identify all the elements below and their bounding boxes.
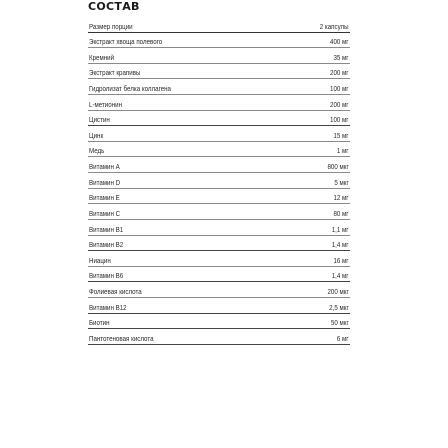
ingredient-amount: 800 мкг — [327, 162, 349, 172]
ingredient-amount: 1,4 мг — [332, 271, 349, 281]
table-row — [88, 64, 350, 80]
ingredient-name: Фолиевая кислота — [89, 286, 142, 296]
table-row — [88, 126, 350, 142]
table-row — [88, 17, 350, 33]
ingredient-name: Биотин — [89, 318, 110, 328]
ingredient-amount: 16 мг — [333, 255, 349, 265]
ingredient-name: Кремний — [89, 52, 115, 62]
ingredient-amount: 2 капсулы — [320, 21, 349, 31]
ingredient-amount: 6 мг — [337, 333, 349, 343]
ingredient-amount: 100 мг — [330, 84, 349, 94]
ingredient-amount: 15 мг — [333, 130, 349, 140]
composition-panel — [88, 0, 350, 448]
ingredient-name: Витамин В2 — [89, 240, 124, 250]
table-row — [88, 282, 350, 298]
table-row — [88, 329, 350, 345]
ingredient-amount: 100 мг — [330, 115, 349, 125]
ingredient-name: Витамин В1 — [89, 224, 124, 234]
table-row — [88, 267, 350, 283]
table-row — [88, 298, 350, 314]
ingredient-amount: 35 мг — [333, 52, 349, 62]
ingredient-amount: 200 мг — [330, 99, 349, 109]
ingredient-name: Витамин В6 — [89, 271, 124, 281]
ingredient-amount: 200 мг — [330, 68, 349, 78]
ingredient-amount: 1 мг — [337, 146, 349, 156]
table-row — [88, 314, 350, 330]
ingredient-name: L-метионин — [89, 99, 122, 109]
ingredient-name: Экстракт крапивы — [89, 68, 141, 78]
ingredient-name: Размер порции — [89, 21, 133, 31]
ingredient-name: Гидролизат белка коллагена — [89, 84, 171, 94]
ingredient-amount: 2,5 мкг — [329, 302, 349, 312]
ingredient-name: Экстракт хвоща полевого — [89, 37, 163, 47]
table-row — [88, 95, 350, 111]
ingredient-name: Цистин — [89, 115, 110, 125]
ingredient-amount: 80 мг — [333, 208, 349, 218]
table-row — [88, 204, 350, 220]
ingredient-name: Цинк — [89, 130, 104, 140]
ingredient-name: Витамин А — [89, 162, 120, 172]
ingredient-name: Витамин D — [89, 177, 121, 187]
ingredient-amount: 50 мкг — [331, 318, 349, 328]
section-title: СОСТАВ — [88, 0, 140, 13]
table-row — [88, 220, 350, 236]
composition-table — [88, 17, 350, 345]
ingredient-amount: 5 мкг — [334, 177, 349, 187]
ingredient-amount: 400 мг — [330, 37, 349, 47]
table-row — [88, 236, 350, 252]
ingredient-name: Витамин Е — [89, 193, 120, 203]
ingredient-amount: 200 мкг — [327, 286, 349, 296]
ingredient-name: Пантотеновая кислота — [89, 333, 154, 343]
ingredient-amount: 1,4 мг — [332, 240, 349, 250]
ingredient-amount: 12 мг — [333, 193, 349, 203]
ingredient-amount: 1,1 мг — [332, 224, 349, 234]
table-row — [88, 173, 350, 189]
table-row — [88, 142, 350, 158]
table-row — [88, 157, 350, 173]
ingredient-name: Медь — [89, 146, 105, 156]
table-row — [88, 79, 350, 95]
table-row — [88, 48, 350, 64]
table-row — [88, 33, 350, 49]
ingredient-name: Витамин С — [89, 208, 121, 218]
table-row — [88, 251, 350, 267]
table-row — [88, 111, 350, 127]
table-row — [88, 189, 350, 205]
ingredient-name: Ниацин — [89, 255, 111, 265]
ingredient-name: Витамин В12 — [89, 302, 127, 312]
